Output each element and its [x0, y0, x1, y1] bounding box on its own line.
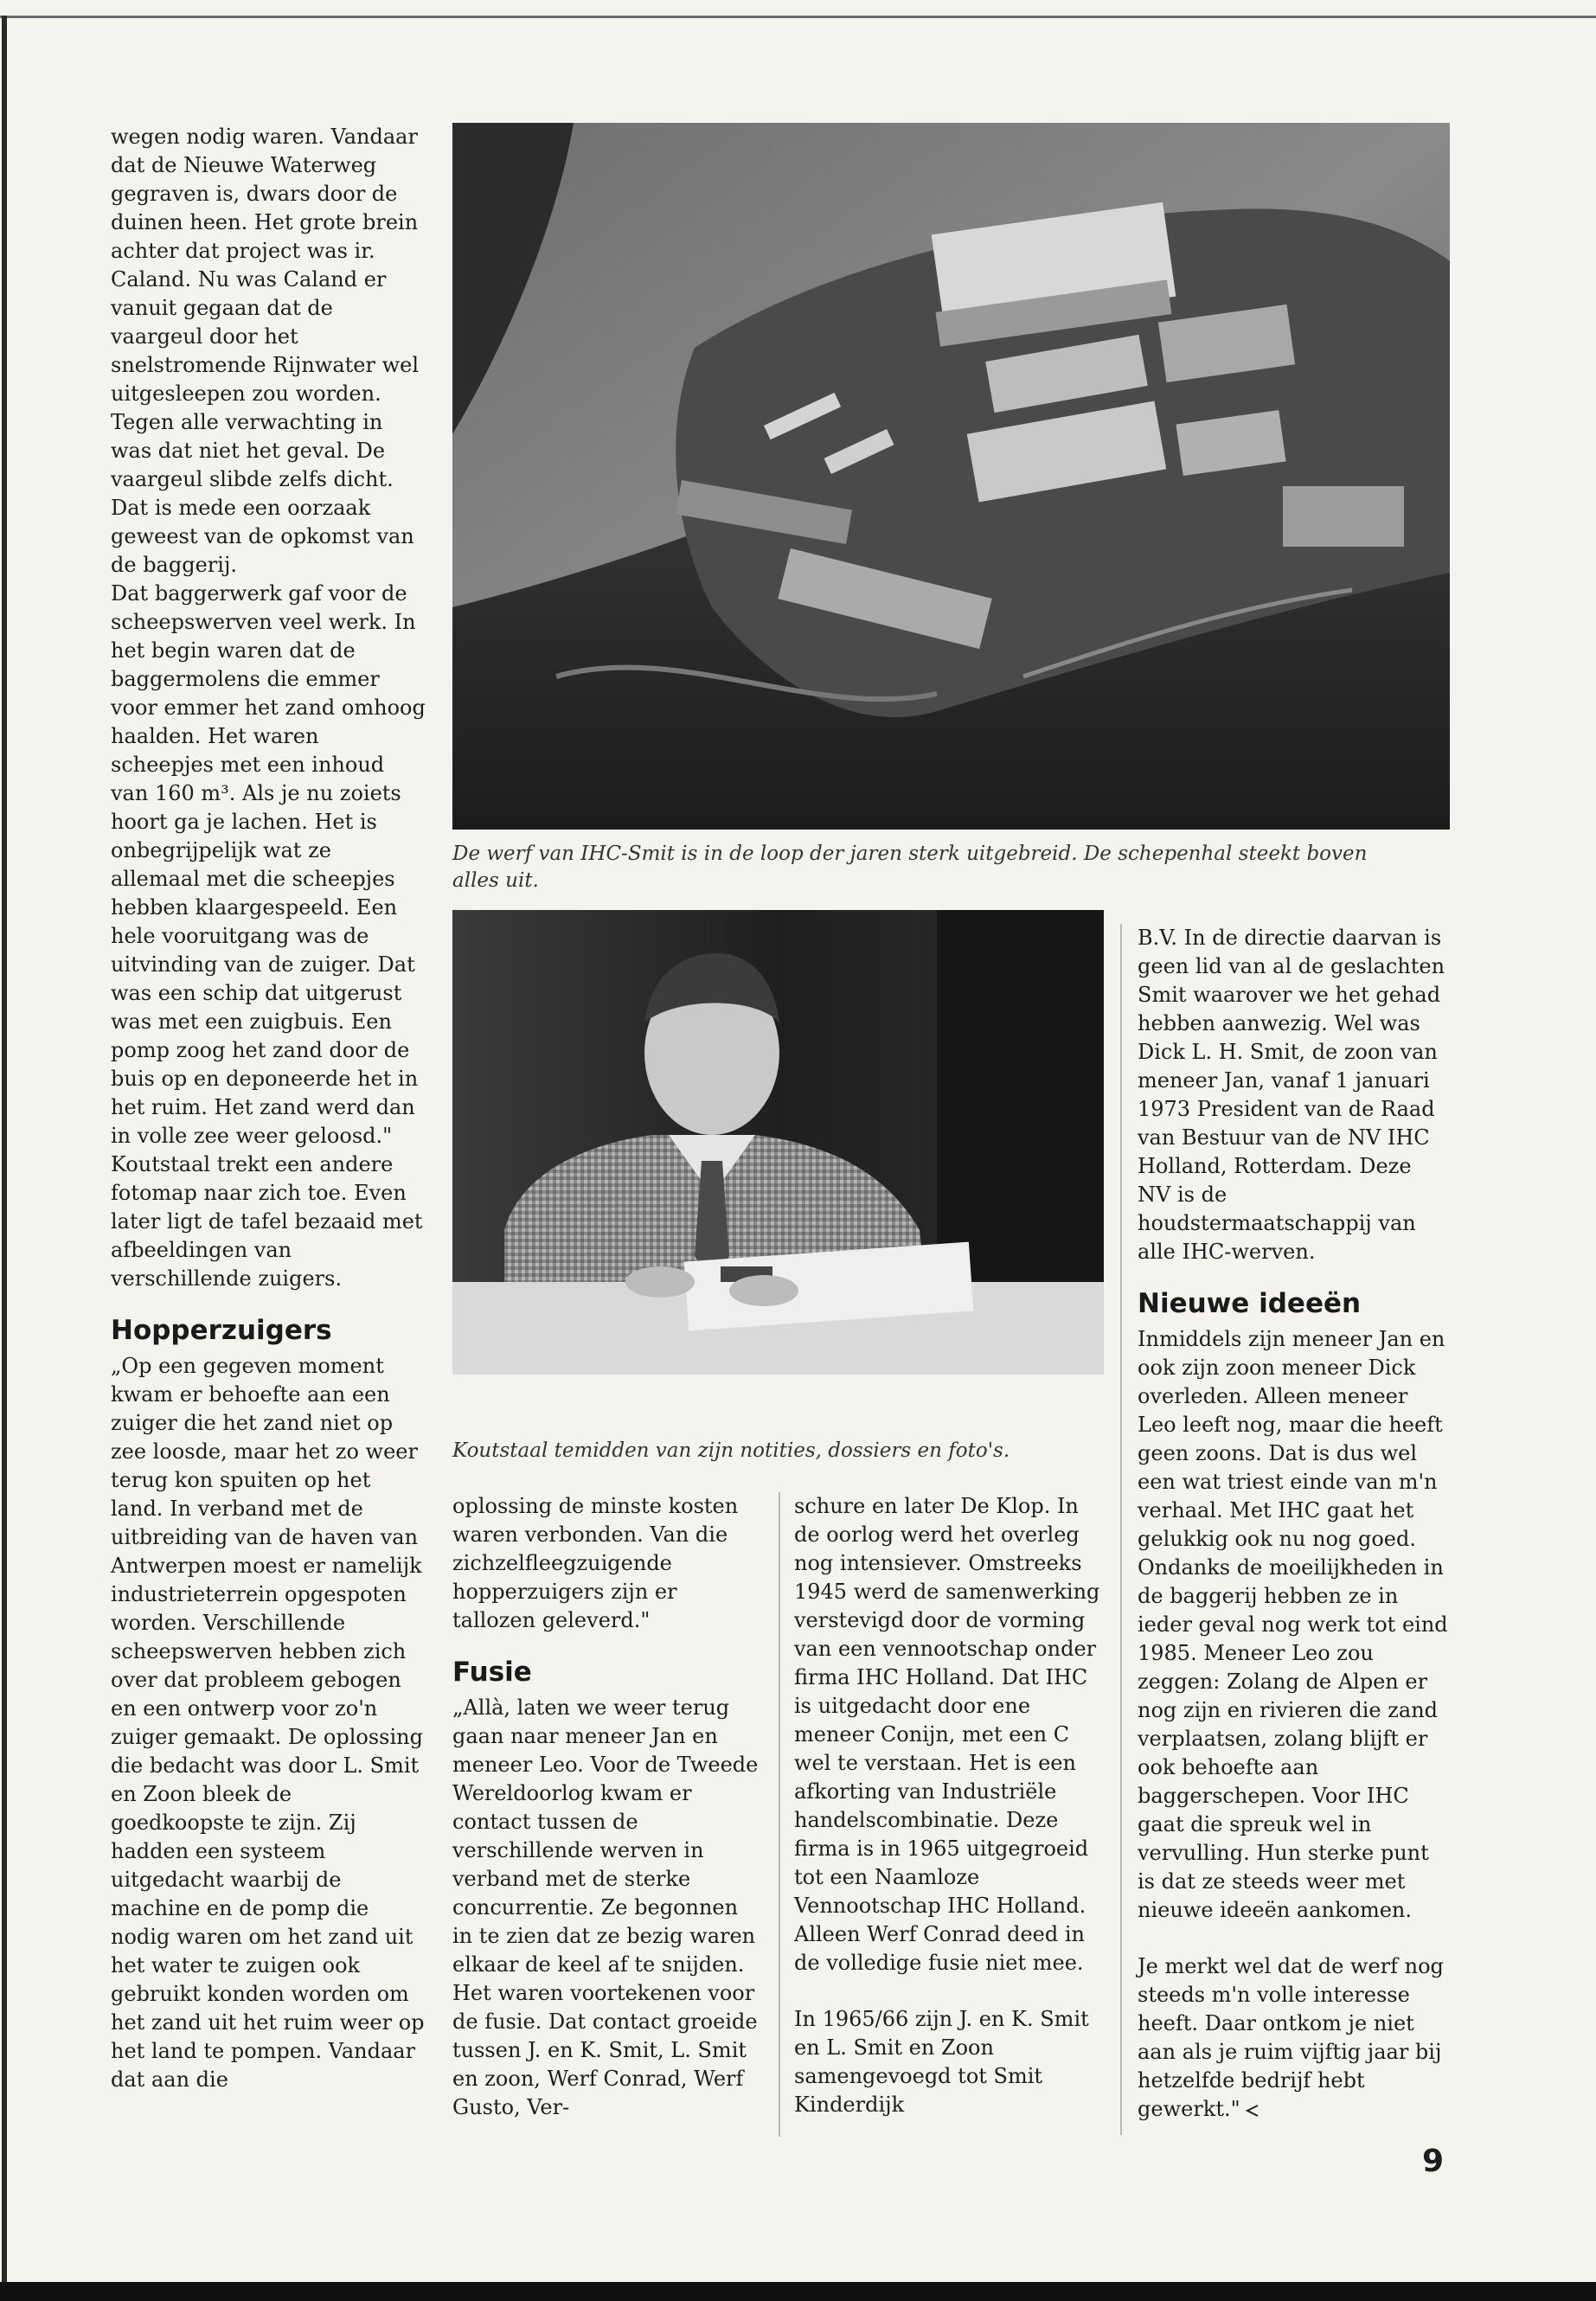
- article-column-1: [111, 123, 426, 2094]
- end-of-article-icon: [1246, 2105, 1259, 2117]
- article-column-3: [794, 1492, 1107, 2119]
- portrait-photo-caption: Koutstaal temidden van zijn notities, dossiers en foto's.: [452, 1439, 1010, 1462]
- page-top-rule: [0, 16, 1596, 18]
- column-divider: [1120, 924, 1122, 2135]
- closing-paragraph-text: Je merkt wel dat de werf nog steeds m'n volle interesse heeft. Daar ontkom je niet aan als je ruim vijftig jaar bij hetzelfde bedrijf hebt gewerkt.": [1138, 1954, 1444, 2121]
- section-heading-hopperzuigers: Hopperzuigers: [111, 1315, 332, 1346]
- page-number: 9: [1422, 2144, 1445, 2179]
- portrait-photo: [452, 910, 1104, 1375]
- paragraph: schure en later De Klop. In de oorlog werd het overleg nog intensiever. Omstreeks 1945 werd de samenwerking verstevigd door de vorming van een vennootschap onder firma IHC Holland. Dat IHC is uitgedacht door ene meneer Conijn, met een C wel te verstaan. Het is een afkorting van Industriële handelscombinatie. Deze firma is in 1965 uitgegroeid tot een Naamloze Vennootschap IHC Holland. Alleen Werf Conrad deed in de volledige fusie niet mee.: [794, 1494, 1100, 1975]
- paragraph: Dat baggerwerk gaf voor de scheepswerven veel werk. In het begin waren dat de baggermolens die emmer voor emmer het zand omhoog haalden. Het waren scheepjes met een inhoud van 160 m³. Als je nu zoiets hoort ga je lachen. Het is onbegrijpelijk wat ze allemaal met die scheepjes hebben klaargespeeld. Een hele vooruitgang was de uitvinding van de zuiger. Dat was een schip dat uitgerust was met een zuigbuis. Een pomp zoog het zand door de buis op en deponeerde het in het ruim. Het zand werd dan in volle zee weer geloosd.": [111, 581, 426, 1148]
- article-column-2: [452, 1492, 764, 2122]
- article-column-4: [1138, 924, 1451, 2124]
- aerial-shipyard-illustration: [452, 123, 1450, 830]
- paragraph: oplossing de minste kosten waren verbonden. Van die zichzelfleegzuigende hopperzuigers zijn er tallozen geleverd.": [452, 1494, 739, 1632]
- paragraph: Koutstaal trekt een andere fotomap naar zich toe. Even later ligt de tafel bezaaid met afbeeldingen van verschillende zuigers.: [111, 1152, 423, 1291]
- paragraph: In 1965/66 zijn J. en K. Smit en L. Smit en Zoon samengevoegd tot Smit Kinderdijk: [794, 2007, 1089, 2117]
- paragraph: B.V. In de directie daarvan is geen lid van al de geslachten Smit waarover we het gehad hebben aanwezig. Wel was Dick L. H. Smit, de zoon van meneer Jan, vanaf 1 januari 1973 President van de Raad van Bestuur van de NV IHC Holland, Rotterdam. Deze NV is de houdstermaatschappij van alle IHC-werven.: [1138, 926, 1445, 1264]
- paragraph: Inmiddels zijn meneer Jan en ook zijn zoon meneer Dick overleden. Alleen meneer Leo leeft nog, maar die heeft geen zoons. Dat is dus wel een wat triest einde van m'n verhaal. Met IHC gaat het gelukkig ook nu nog goed. Ondanks de moeilijkheden in de baggerij hebben ze in ieder geval nog werk tot eind 1985. Meneer Leo zou zeggen: Zolang de Alpen er nog zijn en rivieren die zand verplaatsen, zolang blijft er ook behoefte aan baggerschepen. Voor IHC gaat die spreuk wel in vervulling. Hun sterke punt is dat ze steeds weer met nieuwe ideeën aankomen.: [1138, 1327, 1448, 1922]
- aerial-shipyard-photo: [452, 123, 1450, 830]
- portrait-illustration: [452, 910, 1104, 1375]
- page-bottom-edge: [0, 2282, 1596, 2301]
- paragraph: [1138, 1952, 1451, 2124]
- paragraph: „Op een gegeven moment kwam er behoefte aan een zuiger die het zand niet op zee loosde, maar het zo weer terug kon spuiten op het land. In verband met de uitbreiding van de haven van Antwerpen moest er namelijk industrieterrein opgespoten worden. Verschillende scheepswerven hebben zich over dat probleem gebogen en een ontwerp voor zo'n zuiger gemaakt. De oplossing die bedacht was door L. Smit en Zoon bleek de goedkoopste te zijn. Zij hadden een systeem uitgedacht waarbij de machine en de pomp die nodig waren om het zand uit het water te zuigen ook gebruikt konden worden om het zand uit het ruim weer op het land te pompen. Vandaar dat aan die: [111, 1354, 425, 2092]
- section-heading-fusie: Fusie: [452, 1657, 532, 1688]
- aerial-photo-caption: De werf van IHC-Smit is in de loop der jaren sterk uitgebreid. De schepenhal steekt boven alles uit.: [452, 843, 1368, 892]
- column-divider: [779, 1492, 780, 2137]
- section-heading-nieuwe-ideeen: Nieuwe ideeën: [1138, 1288, 1362, 1319]
- page-left-edge: [2, 16, 7, 2282]
- paragraph: wegen nodig waren. Vandaar dat de Nieuwe Waterweg gegraven is, dwars door de duinen heen. Het grote brein achter dat project was ir. Caland. Nu was Caland er vanuit gegaan dat de vaargeul door het snelstromende Rijnwater wel uitgesleepen zou worden. Tegen alle verwachting in was dat niet het geval. De vaargeul slibde zelfs dicht. Dat is mede een oorzaak geweest van de opkomst van de baggerij.: [111, 125, 420, 577]
- paragraph: „Allà, laten we weer terug gaan naar meneer Jan en meneer Leo. Voor de Tweede Wereldoorlog kwam er contact tussen de verschillende werven in verband met de sterke concurrentie. Ze begonnen in te zien dat ze bezig waren elkaar de keel af te snijden. Het waren voortekenen voor de fusie. Dat contact groeide tussen J. en K. Smit, L. Smit en zoon, Werf Conrad, Werf Gusto, Ver-: [452, 1695, 759, 2119]
